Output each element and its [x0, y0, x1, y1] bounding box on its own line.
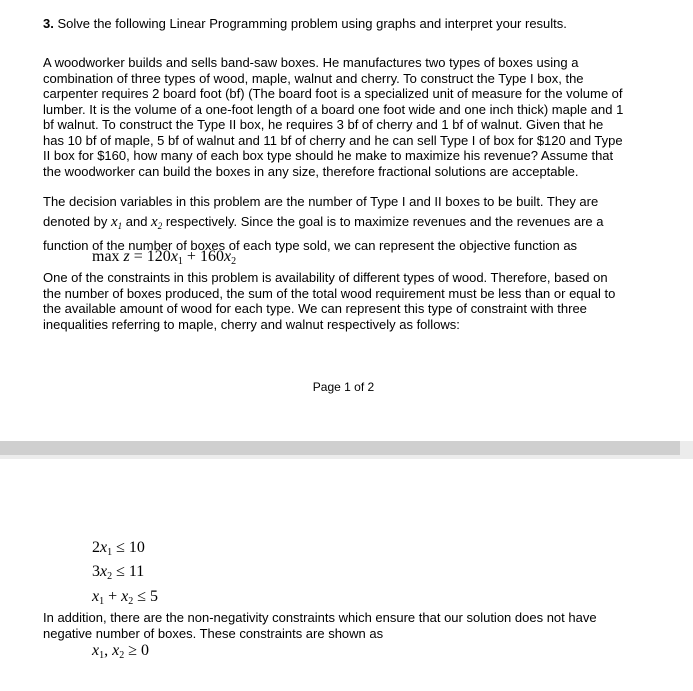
page-footer: Page 1 of 2 — [312, 380, 375, 394]
paragraph-line: denoted by $x_1$ and $x_2$ respectively. Since the goal is to maximize revenues and the revenues are a — [43, 214, 604, 231]
statement-line: II box for $160, how many of each box type should he make to maximize his revenue? Assume that — [43, 148, 614, 163]
page-separator-bar — [0, 441, 680, 455]
paragraph-line: negative number of boxes. These constraints are shown as — [43, 625, 384, 641]
constraints-paragraph — [43, 270, 643, 332]
statement-line: lumber. It is the volume of a one-foot length of a board one foot wide and one inch thick) maple and 1 — [43, 101, 624, 117]
paragraph-line: One of the constraints in this problem is availability of different types of wood. Therefore, based on — [43, 270, 608, 285]
objective-function: $\max z = 120x_1 + 160x_2$ — [92, 248, 237, 267]
constraint-walnut: $x_1 + x_2 \le 5$ — [92, 588, 159, 607]
statement-line: has 10 bf of maple, 5 bf of walnut and 11 bf of cherry and he can sell Type I of box for $120 and Type — [43, 132, 623, 148]
statement-line: the woodworker can build the boxes in any size, therefore fractional solutions are acceptable. — [43, 163, 579, 179]
paragraph-line: the number of boxes produced, the sum of the total wood requirement must be less than or equal to — [43, 285, 616, 301]
paragraph-line: the available amount of wood for each type. We can represent this type of constraint with three — [43, 301, 587, 316]
problem-title: Solve the following Linear Programming problem using graphs and interpret your results. — [53, 16, 567, 31]
variable-x1: $x_1$ — [110, 214, 123, 231]
statement-line: combination of three types of wood, maple, walnut and cherry. To construct the Type I box, the — [43, 70, 584, 86]
variable-x2: $x_2$ — [151, 214, 163, 231]
statement-line: carpenter requires 2 board foot (bf) (The board foot is a specialized unit of measure for the volume of — [43, 86, 623, 101]
statement-line: A woodworker builds and sells band-saw boxes. He manufactures two types of boxes using a — [43, 55, 579, 70]
page-2 — [0, 459, 693, 691]
decision-variables-paragraph — [43, 192, 643, 256]
paragraph-line: function of the number of boxes of each type sold, we can represent the objective function as — [43, 238, 578, 253]
non-negativity-paragraph — [43, 610, 643, 641]
statement-line: bf walnut. To construct the Type II box, he requires 3 bf of cherry and 1 bf of walnut. Given that he — [43, 117, 604, 132]
constraint-maple: $2x_1 \le 10$ — [92, 539, 145, 558]
problem-statement — [43, 55, 643, 179]
paragraph-line: The decision variables in this problem are the number of Type I and II boxes to be built. They are — [43, 194, 599, 209]
non-negativity-constraint: $x_1$, $x_2 \ge 0$ — [92, 642, 149, 661]
problem-heading — [43, 16, 567, 32]
constraint-cherry: $3x_2 \le 11$ — [92, 563, 145, 582]
paragraph-line: inequalities referring to maple, cherry and walnut respectively as follows: — [43, 316, 460, 332]
paragraph-line: In addition, there are the non-negativity constraints which ensure that our solution does not have — [43, 610, 597, 625]
problem-number: 3. — [43, 16, 54, 31]
